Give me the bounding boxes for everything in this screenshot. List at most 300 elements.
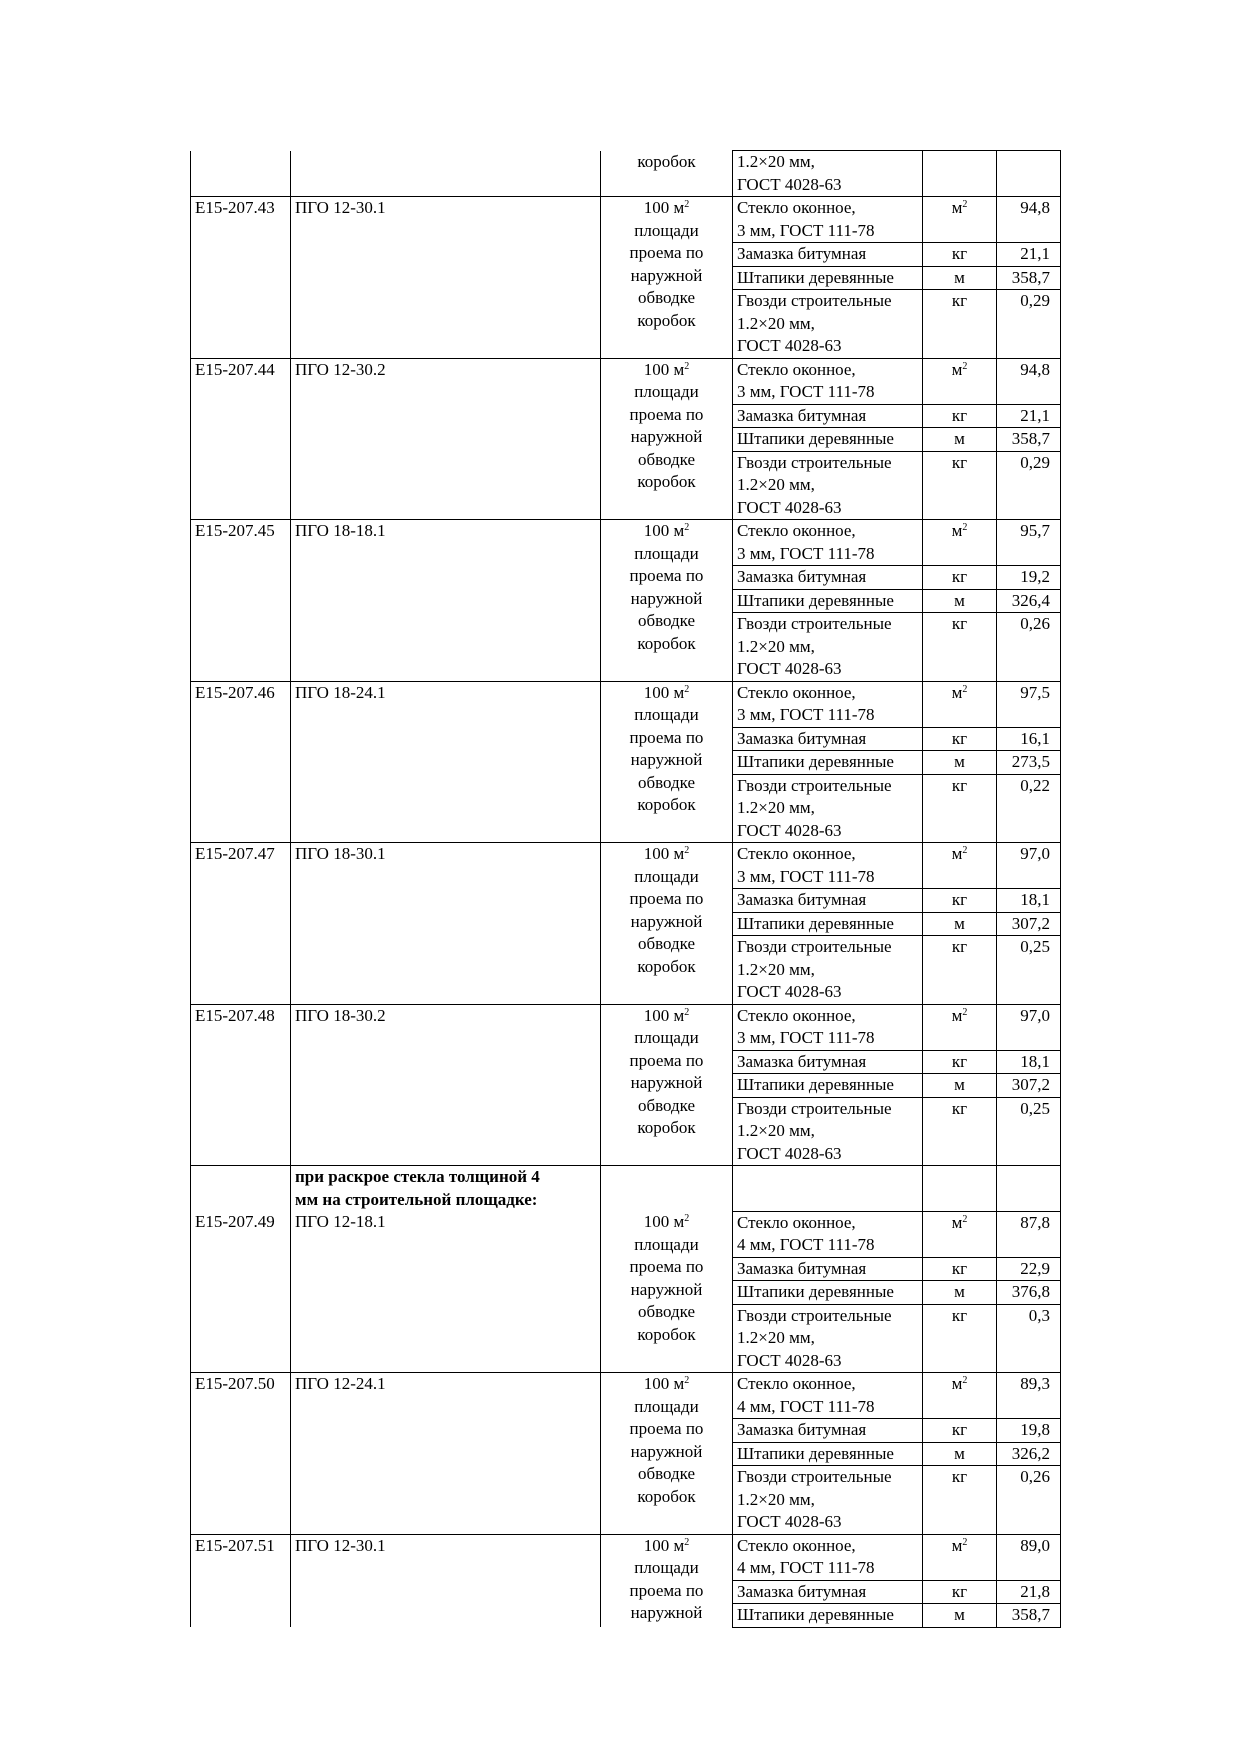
rate-code — [191, 1211, 291, 1373]
material-value — [997, 843, 1061, 889]
material-unit-text: м — [954, 1605, 965, 1624]
text-line: коробок — [637, 795, 696, 814]
material-name-line: Стекло оконное, — [737, 198, 856, 217]
rate-code — [191, 1534, 291, 1627]
material-name-cell — [733, 1166, 923, 1212]
text-line: Штапики деревянные — [737, 1282, 894, 1301]
material-unit-text: $м^2$ — [951, 198, 968, 217]
text-line: Штапики деревянные — [737, 752, 894, 771]
material-value — [997, 1442, 1061, 1466]
text-line: наружной — [630, 750, 703, 769]
text-line: обводке — [637, 934, 696, 953]
text-line: площади — [634, 1558, 699, 1577]
text-line: Штапики деревянные — [737, 913, 894, 933]
material-unit-text: м — [954, 1075, 965, 1094]
text-line: наружной — [630, 1441, 703, 1461]
measure-unit-cell — [601, 1004, 733, 1166]
text-line: обводке — [637, 611, 696, 630]
material-value-text: 0,26 — [1020, 1467, 1050, 1486]
text-line: обводке — [637, 1464, 696, 1483]
material-value — [997, 1281, 1061, 1305]
material-value-text: 97,5 — [1020, 682, 1050, 702]
material-name — [733, 1281, 923, 1305]
material-name — [733, 774, 923, 843]
material-name — [733, 428, 923, 452]
material-value — [997, 451, 1061, 520]
entry-row — [191, 197, 1061, 243]
text-line: проема по — [629, 1580, 704, 1600]
text-line: ГОСТ 4028-63 — [737, 820, 842, 840]
structure-name — [291, 843, 601, 1005]
material-unit — [923, 751, 997, 775]
material-value — [997, 1211, 1061, 1257]
material-unit-text: кг — [951, 1420, 968, 1439]
material-name — [733, 566, 923, 590]
material-unit-text: м — [954, 429, 965, 448]
rate-code-text: Е15-207.44 — [195, 359, 275, 379]
material-unit — [923, 912, 997, 936]
material-unit — [923, 358, 997, 404]
material-value-text: 358,7 — [1011, 1605, 1050, 1624]
code-cell — [191, 151, 291, 197]
text-line: площади — [634, 1396, 699, 1416]
material-unit — [923, 1604, 997, 1628]
text-line: коробок — [637, 956, 696, 976]
material-unit-text: м — [954, 1443, 965, 1463]
text-line: площади — [634, 382, 699, 401]
material-value — [997, 751, 1061, 775]
text-line: обводке — [637, 1302, 696, 1321]
text-line: 1.2×20 мм, — [737, 959, 815, 979]
text-line: наружной — [630, 911, 703, 931]
material-value — [997, 936, 1061, 1005]
material-value-text: 22,9 — [1020, 1258, 1050, 1278]
material-unit-text: кг — [951, 728, 968, 748]
material-unit-text: м — [954, 590, 965, 610]
structure-name — [291, 520, 601, 682]
material-unit-text: кг — [951, 405, 968, 425]
text-line: 1.2×20 мм, — [737, 1121, 815, 1140]
text-line: Штапики деревянные — [737, 1075, 894, 1094]
text-line: проема по — [629, 1419, 704, 1438]
rate-code — [191, 520, 291, 682]
structure-name-text: ПГО 12-18.1 — [295, 1212, 386, 1231]
structure-name — [291, 681, 601, 843]
rate-code — [191, 358, 291, 520]
text-line: Гвозди строительные — [737, 1098, 892, 1118]
material-unit — [923, 1074, 997, 1098]
structure-name-text: ПГО 12-30.2 — [295, 359, 386, 379]
material-value-text: 0,29 — [1020, 452, 1050, 472]
material-name — [733, 1004, 923, 1050]
material-unit — [923, 197, 997, 243]
material-value — [997, 566, 1061, 590]
material-unit — [923, 1097, 997, 1166]
material-value — [997, 520, 1061, 566]
material-name-line: Стекло оконное, — [737, 1005, 856, 1025]
rate-code-text: Е15-207.45 — [195, 521, 275, 540]
material-unit — [923, 774, 997, 843]
material-value-text: 358,7 — [1011, 267, 1050, 287]
text-line: проема по — [629, 889, 704, 908]
material-value-text: 97,0 — [1020, 844, 1050, 863]
entry-row — [191, 681, 1061, 727]
material-unit — [923, 520, 997, 566]
material-unit-text: $м^2$ — [951, 1535, 968, 1555]
material-value-text: 326,2 — [1011, 1443, 1050, 1463]
material-unit-text: $м^2$ — [951, 1374, 968, 1393]
text-line: коробок — [637, 310, 696, 330]
material-name — [733, 1466, 923, 1535]
text-line: 100 $м^2$ — [643, 1374, 690, 1393]
material-value — [997, 774, 1061, 843]
material-unit — [923, 843, 997, 889]
text-line: Гвозди строительные — [737, 937, 892, 956]
rate-code — [191, 681, 291, 843]
measure-unit-cell — [601, 1534, 733, 1627]
material-value — [997, 613, 1061, 682]
text-line: площади — [634, 220, 699, 240]
material-value-text: 89,3 — [1020, 1374, 1050, 1393]
material-name — [733, 1050, 923, 1074]
material-unit — [923, 589, 997, 613]
text-line: Штапики деревянные — [737, 590, 894, 610]
rate-code — [191, 197, 291, 359]
material-unit — [923, 1373, 997, 1419]
material-name-line: 3 мм, ГОСТ 111-78 — [737, 543, 875, 563]
material-unit — [923, 1050, 997, 1074]
rate-code — [191, 1373, 291, 1535]
material-name — [733, 613, 923, 682]
text-line: 100 $м^2$ — [643, 359, 690, 379]
material-value-text: 97,0 — [1020, 1005, 1050, 1025]
material-name — [733, 1257, 923, 1281]
rate-code — [191, 1004, 291, 1166]
material-name — [733, 1074, 923, 1098]
material-unit-text: кг — [951, 614, 968, 633]
structure-name-text: ПГО 18-30.2 — [295, 1005, 386, 1025]
material-name-line: 3 мм, ГОСТ 111-78 — [737, 1028, 875, 1047]
material-unit-text: $м^2$ — [951, 682, 968, 702]
material-name-line: 3 мм, ГОСТ 111-78 — [737, 220, 875, 240]
material-value-text: 0,26 — [1020, 614, 1050, 633]
text-line: коробок — [637, 1324, 696, 1344]
material-name-line: Стекло оконное, — [737, 682, 856, 702]
structure-name — [291, 1004, 601, 1166]
material-value-text: 21,1 — [1020, 244, 1050, 263]
text-line: 100 $м^2$ — [643, 521, 690, 540]
material-name — [733, 243, 923, 267]
text-line: обводке — [637, 288, 696, 307]
text-line: при раскрое стекла толщиной 4 — [295, 1167, 540, 1186]
material-unit — [923, 936, 997, 1005]
measure-unit-cell — [601, 520, 733, 682]
material-unit-text: кг — [951, 937, 968, 956]
material-unit-text: кг — [951, 775, 968, 795]
material-name — [733, 197, 923, 243]
material-unit — [923, 681, 997, 727]
material-name — [733, 1442, 923, 1466]
material-value-text: 19,8 — [1020, 1420, 1050, 1439]
material-value-text: 95,7 — [1020, 521, 1050, 540]
text-line: Замазка битумная — [737, 405, 867, 425]
entry-row — [191, 1211, 1061, 1257]
material-unit-text: м — [954, 267, 965, 287]
material-value-text: 326,4 — [1011, 590, 1050, 610]
material-value-text: 307,2 — [1011, 913, 1050, 933]
material-value — [997, 912, 1061, 936]
material-unit-text: кг — [951, 291, 968, 310]
material-unit — [923, 1211, 997, 1257]
material-value-text: 0,22 — [1020, 775, 1050, 795]
text-line: коробок — [637, 1118, 696, 1137]
material-value-text: 94,8 — [1020, 359, 1050, 379]
text-line: наружной — [630, 1073, 703, 1092]
material-name — [733, 889, 923, 913]
material-unit-cell — [923, 151, 997, 197]
text-line: 1.2×20 мм, — [737, 475, 815, 494]
material-value — [997, 681, 1061, 727]
rate-code-text: Е15-207.50 — [195, 1374, 275, 1393]
material-unit-text: кг — [951, 1258, 968, 1278]
text-line: проема по — [629, 243, 704, 262]
material-name — [733, 1373, 923, 1419]
material-unit-text: кг — [951, 1581, 968, 1601]
section-heading-row — [191, 1166, 1061, 1212]
structure-name — [291, 358, 601, 520]
material-unit — [923, 1580, 997, 1604]
material-unit — [923, 1419, 997, 1443]
material-value-text: 358,7 — [1011, 429, 1050, 448]
text-line: Гвозди строительные — [737, 452, 892, 472]
structure-name — [291, 197, 601, 359]
text-line: Штапики деревянные — [737, 267, 894, 287]
material-value — [997, 1304, 1061, 1373]
material-unit-text: кг — [951, 1051, 968, 1071]
rate-code-text: Е15-207.47 — [195, 844, 275, 863]
text-line: наружной — [630, 427, 703, 446]
material-value-text: 273,5 — [1011, 752, 1050, 771]
name-cell — [291, 151, 601, 197]
material-name — [733, 843, 923, 889]
material-value-text: 16,1 — [1020, 728, 1050, 748]
section-heading — [291, 1166, 601, 1212]
structure-name-text: ПГО 12-24.1 — [295, 1374, 386, 1393]
material-value-cell — [997, 1166, 1061, 1212]
material-name — [733, 1304, 923, 1373]
text-line: 100 $м^2$ — [643, 682, 690, 702]
text-line: обводке — [637, 772, 696, 792]
material-unit — [923, 566, 997, 590]
material-value — [997, 404, 1061, 428]
material-unit-cell — [923, 1166, 997, 1212]
measure-unit-cell — [601, 197, 733, 359]
material-value — [997, 727, 1061, 751]
text-line: коробок — [637, 633, 696, 653]
structure-name-text: ПГО 12-30.1 — [295, 1535, 386, 1555]
material-name — [733, 1534, 923, 1580]
material-value — [997, 1257, 1061, 1281]
entry-row — [191, 1373, 1061, 1419]
material-value — [997, 1604, 1061, 1628]
measure-unit-cell — [601, 151, 733, 197]
material-value-text: 94,8 — [1020, 198, 1050, 217]
text-line: Замазка битумная — [737, 1581, 867, 1601]
material-unit — [923, 266, 997, 290]
material-name — [733, 520, 923, 566]
text-line: ГОСТ 4028-63 — [737, 174, 842, 194]
material-name — [733, 936, 923, 1005]
material-value — [997, 1534, 1061, 1580]
text-line: ГОСТ 4028-63 — [737, 659, 842, 678]
text-line: Гвозди строительные — [737, 1467, 892, 1486]
text-line: 100 $м^2$ — [643, 1212, 690, 1231]
material-unit-text: кг — [951, 1467, 968, 1486]
material-name-line: 4 мм, ГОСТ 111-78 — [737, 1558, 875, 1577]
material-value-text: 0,3 — [1028, 1305, 1050, 1325]
text-line: Замазка битумная — [737, 1051, 867, 1071]
structure-name-text: ПГО 12-30.1 — [295, 198, 386, 217]
material-unit-text: м — [954, 913, 965, 933]
material-value-text: 89,0 — [1020, 1535, 1050, 1555]
material-value — [997, 243, 1061, 267]
material-unit-text: кг — [951, 1098, 968, 1118]
material-value-text: 18,1 — [1020, 1051, 1050, 1071]
material-name — [733, 589, 923, 613]
text-line: проема по — [629, 727, 704, 747]
text-line: Штапики деревянные — [737, 1443, 894, 1463]
measure-unit-cell — [601, 358, 733, 520]
text-line: Гвозди строительные — [737, 775, 892, 795]
text-line: площади — [634, 543, 699, 563]
text-line: ГОСТ 4028-63 — [737, 1512, 842, 1531]
material-value-text: 87,8 — [1020, 1212, 1050, 1232]
material-name-line: Стекло оконное, — [737, 1535, 856, 1555]
material-unit — [923, 727, 997, 751]
material-name-line: 3 мм, ГОСТ 111-78 — [737, 866, 875, 886]
material-value-text: 376,8 — [1011, 1282, 1050, 1301]
entry-row — [191, 843, 1061, 889]
text-line: наружной — [630, 1603, 703, 1622]
material-name-line: 4 мм, ГОСТ 111-78 — [737, 1396, 875, 1416]
material-value — [997, 1004, 1061, 1050]
text-line: 1.2×20 мм, — [737, 1328, 815, 1347]
material-unit-text: $м^2$ — [951, 1212, 968, 1232]
text-line: проема по — [629, 1257, 704, 1276]
measure-unit-cell — [601, 681, 733, 843]
text-line: площади — [634, 1234, 699, 1254]
material-name-line: 3 мм, ГОСТ 111-78 — [737, 705, 875, 724]
material-value-cell — [997, 151, 1061, 197]
material-unit — [923, 428, 997, 452]
rate-code-text: Е15-207.46 — [195, 682, 275, 702]
material-unit — [923, 889, 997, 913]
text-line: Замазка битумная — [737, 1258, 867, 1278]
material-unit — [923, 404, 997, 428]
material-name — [733, 290, 923, 359]
text-line: Гвозди строительные — [737, 291, 892, 310]
material-value — [997, 358, 1061, 404]
material-name — [733, 727, 923, 751]
structure-name — [291, 1373, 601, 1535]
material-value — [997, 197, 1061, 243]
material-unit-text: $м^2$ — [951, 521, 968, 540]
text-line: ГОСТ 4028-63 — [737, 1143, 842, 1163]
material-name — [733, 266, 923, 290]
text-line: Замазка битумная — [737, 890, 867, 909]
entry-row — [191, 1534, 1061, 1580]
material-unit — [923, 613, 997, 682]
text-line: проема по — [629, 566, 704, 585]
material-unit — [923, 1281, 997, 1305]
text-line: 100 $м^2$ — [643, 844, 690, 863]
text-line: 1.2×20 мм, — [737, 798, 815, 817]
measure-unit-cell — [601, 1211, 733, 1373]
text-line: коробок — [637, 472, 696, 491]
material-value-text: 0,29 — [1020, 291, 1050, 310]
text-line: коробок — [637, 151, 696, 171]
structure-name-text: ПГО 18-18.1 — [295, 521, 386, 540]
material-name-line: Стекло оконное, — [737, 1212, 856, 1232]
measure-unit-cell — [601, 843, 733, 1005]
text-line: ГОСТ 4028-63 — [737, 982, 842, 1001]
text-line: коробок — [637, 1486, 696, 1506]
material-unit — [923, 1004, 997, 1050]
material-name-cell — [733, 151, 923, 197]
material-unit-text: м — [954, 1282, 965, 1301]
text-line: 1.2×20 мм, — [737, 636, 815, 656]
material-name — [733, 751, 923, 775]
material-unit-text: $м^2$ — [951, 844, 968, 863]
text-line: 100 $м^2$ — [643, 1005, 690, 1025]
material-value — [997, 589, 1061, 613]
material-unit-text: кг — [951, 244, 968, 263]
material-unit-text: кг — [951, 890, 968, 909]
structure-name — [291, 1211, 601, 1373]
rate-code — [191, 843, 291, 1005]
material-value — [997, 889, 1061, 913]
measure-unit-cell — [601, 1373, 733, 1535]
material-unit-text: $м^2$ — [951, 1005, 968, 1025]
material-value-text: 19,2 — [1020, 567, 1050, 586]
material-value — [997, 266, 1061, 290]
material-value-text: 307,2 — [1011, 1075, 1050, 1094]
entry-row — [191, 1004, 1061, 1050]
material-name-line: 4 мм, ГОСТ 111-78 — [737, 1235, 875, 1254]
rate-code-text: Е15-207.51 — [195, 1535, 275, 1555]
material-name — [733, 404, 923, 428]
text-line: 1.2×20 мм, — [737, 313, 815, 333]
material-unit — [923, 1257, 997, 1281]
material-unit — [923, 1442, 997, 1466]
material-unit-text: кг — [951, 452, 968, 472]
material-value-text: 21,8 — [1020, 1581, 1050, 1601]
material-value — [997, 1074, 1061, 1098]
text-line: ГОСТ 4028-63 — [737, 497, 842, 517]
material-name — [733, 451, 923, 520]
material-name — [733, 1604, 923, 1628]
material-value-text: 21,1 — [1020, 405, 1050, 425]
material-unit-text: м — [954, 752, 965, 771]
material-value — [997, 428, 1061, 452]
material-name-line: Стекло оконное, — [737, 844, 856, 863]
material-name-line: Стекло оконное, — [737, 359, 856, 379]
text-line: площади — [634, 866, 699, 886]
material-value-text: 0,25 — [1020, 937, 1050, 956]
entry-row — [191, 520, 1061, 566]
structure-name-text: ПГО 18-24.1 — [295, 682, 386, 702]
text-line: 1.2×20 мм, — [737, 1489, 815, 1509]
